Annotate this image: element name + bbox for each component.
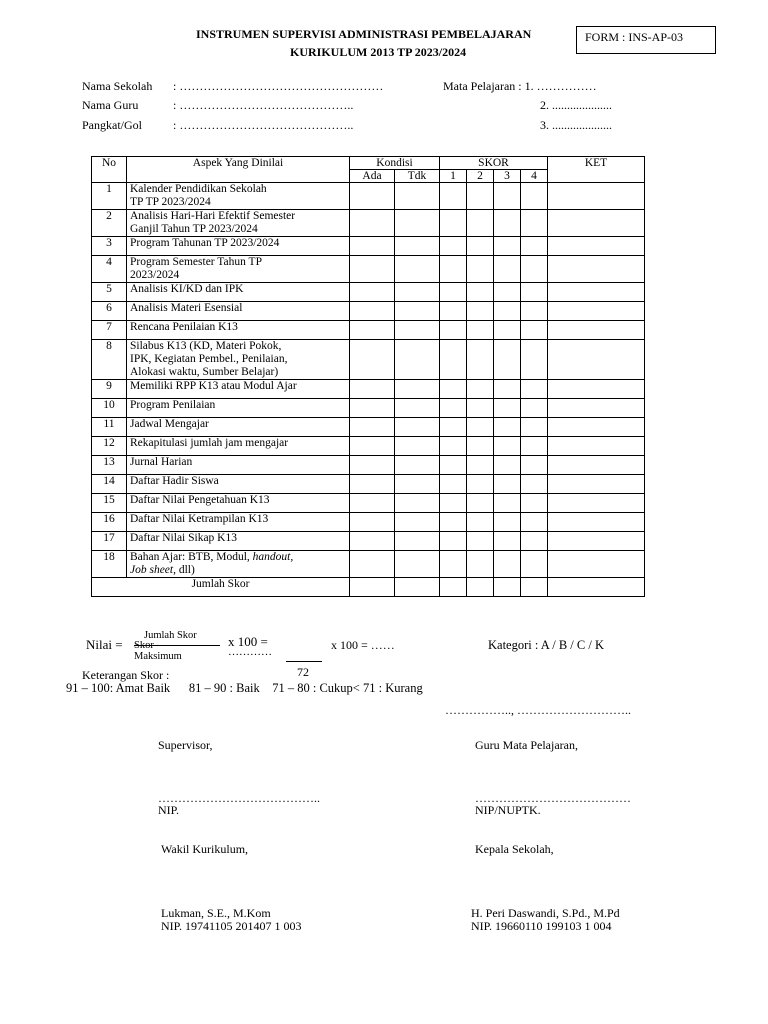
ada-cell[interactable]	[350, 513, 395, 532]
total-tdk-cell[interactable]	[395, 578, 440, 597]
ada-cell[interactable]	[350, 437, 395, 456]
header-no: No	[92, 157, 127, 183]
table-row	[92, 183, 645, 210]
aspect-cell: Silabus K13 (KD, Materi Pokok, IPK, Kegiatan Pembel., Penilaian, Alokasi waktu, Sumber Belajar)	[127, 340, 350, 380]
row-number: 4	[92, 256, 127, 283]
row-number: 11	[92, 418, 127, 437]
supervisor-signature-line: …………………………………..	[158, 791, 320, 805]
kepala-sekolah-label: Kepala Sekolah,	[475, 842, 554, 856]
table-row	[92, 321, 645, 340]
ada-cell[interactable]	[350, 183, 395, 210]
rank-label: Pangkat/Gol	[82, 118, 142, 132]
ket-cell[interactable]	[548, 494, 645, 513]
tdk-cell[interactable]	[395, 183, 440, 210]
score-2-cell[interactable]	[467, 475, 494, 494]
score-2-cell[interactable]	[467, 418, 494, 437]
score-3-cell[interactable]	[494, 399, 521, 418]
total-score-2-cell[interactable]	[467, 578, 494, 597]
formula-dots: …………	[228, 646, 272, 658]
score-2-cell[interactable]	[467, 183, 494, 210]
table-body	[92, 183, 645, 578]
table-row	[92, 302, 645, 321]
table-row	[92, 456, 645, 475]
score-3-cell[interactable]	[494, 283, 521, 302]
tdk-cell[interactable]	[395, 456, 440, 475]
ada-cell[interactable]	[350, 237, 395, 256]
subject-2-field: 2. ....................	[540, 98, 612, 112]
aspect-cell: Analisis Hari-Hari Efektif Semester Ganjil Tahun TP 2023/2024	[127, 210, 350, 237]
ket-cell[interactable]	[548, 418, 645, 437]
score-2-cell[interactable]	[467, 283, 494, 302]
ada-cell[interactable]	[350, 494, 395, 513]
ket-cell[interactable]	[548, 380, 645, 399]
ket-cell[interactable]	[548, 283, 645, 302]
aspect-cell: Kalender Pendidikan Sekolah TP TP 2023/2024	[127, 183, 350, 210]
score-4-cell[interactable]	[521, 183, 548, 210]
aspect-cell: Program Tahunan TP 2023/2024	[127, 237, 350, 256]
score-2-cell[interactable]	[467, 340, 494, 380]
ada-cell[interactable]	[350, 380, 395, 399]
wakil-nip: NIP. 19741105 201407 1 003	[161, 919, 302, 933]
supervisor-nip: NIP.	[158, 803, 180, 817]
score-4-cell[interactable]	[521, 513, 548, 532]
table-row	[92, 283, 645, 302]
category-options: Kategori : A / B / C / K	[488, 638, 604, 652]
aspect-cell: Daftar Nilai Ketrampilan K13	[127, 513, 350, 532]
total-ada-cell[interactable]	[350, 578, 395, 597]
header-score-1: 1	[440, 170, 467, 183]
score-3-cell[interactable]	[494, 418, 521, 437]
form-code-box: FORM : INS-AP-03	[576, 26, 716, 54]
tdk-cell[interactable]	[395, 532, 440, 551]
score-4-cell[interactable]	[521, 532, 548, 551]
score-4-cell[interactable]	[521, 210, 548, 237]
score-3-cell[interactable]	[494, 256, 521, 283]
row-number: 18	[92, 551, 127, 578]
score-3-cell[interactable]	[494, 437, 521, 456]
score-4-cell[interactable]	[521, 302, 548, 321]
place-date-field: …………….., ………………………..	[445, 703, 631, 717]
score-4-cell[interactable]	[521, 321, 548, 340]
score-2-cell[interactable]	[467, 494, 494, 513]
formula-times: x 100 =	[228, 634, 268, 649]
aspect-cell: Jurnal Harian	[127, 456, 350, 475]
ada-cell[interactable]	[350, 532, 395, 551]
score-4-cell[interactable]	[521, 237, 548, 256]
score-1-cell[interactable]	[440, 456, 467, 475]
score-3-cell[interactable]	[494, 551, 521, 578]
row-number: 17	[92, 532, 127, 551]
score-2-cell[interactable]	[467, 321, 494, 340]
ket-cell[interactable]	[548, 532, 645, 551]
ada-cell[interactable]	[350, 456, 395, 475]
tdk-cell[interactable]	[395, 494, 440, 513]
header-score-3: 3	[494, 170, 521, 183]
tdk-cell[interactable]	[395, 418, 440, 437]
total-ket-cell[interactable]	[548, 578, 645, 597]
ket-cell[interactable]	[548, 237, 645, 256]
score-1-cell[interactable]	[440, 494, 467, 513]
score-1-cell[interactable]	[440, 532, 467, 551]
ket-cell[interactable]	[548, 513, 645, 532]
aspect-cell: Program Semester Tahun TP 2023/2024	[127, 256, 350, 283]
ket-cell[interactable]	[548, 437, 645, 456]
row-number: 16	[92, 513, 127, 532]
ada-cell[interactable]	[350, 475, 395, 494]
score-3-cell[interactable]	[494, 321, 521, 340]
supervisor-label: Supervisor,	[158, 738, 213, 752]
teacher-label: Nama Guru	[82, 98, 139, 112]
table-row	[92, 532, 645, 551]
score-2-cell[interactable]	[467, 256, 494, 283]
teacher-signature-label: Guru Mata Pelajaran,	[475, 738, 578, 752]
score-3-cell[interactable]	[494, 237, 521, 256]
header-ada: Ada	[350, 170, 395, 183]
tdk-cell[interactable]	[395, 321, 440, 340]
tdk-cell[interactable]	[395, 437, 440, 456]
score-4-cell[interactable]	[521, 380, 548, 399]
score-3-cell[interactable]	[494, 210, 521, 237]
score-2-cell[interactable]	[467, 437, 494, 456]
header-condition: Kondisi	[350, 157, 440, 170]
ket-cell[interactable]	[548, 551, 645, 578]
kepala-name: H. Peri Daswandi, S.Pd., M.Pd	[471, 906, 620, 920]
score-3-cell[interactable]	[494, 475, 521, 494]
score-1-cell[interactable]	[440, 302, 467, 321]
score-4-cell[interactable]	[521, 399, 548, 418]
school-field: : ……………………………………………	[173, 79, 384, 93]
table-row	[92, 437, 645, 456]
ada-cell[interactable]	[350, 418, 395, 437]
table-row	[92, 494, 645, 513]
total-score-4-cell[interactable]	[521, 578, 548, 597]
score-4-cell[interactable]	[521, 418, 548, 437]
table-row	[92, 418, 645, 437]
formula-result: x 100 = ……	[331, 638, 395, 652]
score-4-cell[interactable]	[521, 475, 548, 494]
legend-ranges: 91 – 100: Amat Baik 81 – 90 : Baik 71 – 80 : Cukup< 71 : Kurang	[66, 681, 423, 695]
aspect-cell: Analisis KI/KD dan IPK	[127, 283, 350, 302]
table-row	[92, 475, 645, 494]
table-row	[92, 380, 645, 399]
score-2-cell[interactable]	[467, 551, 494, 578]
ket-cell[interactable]	[548, 183, 645, 210]
header-tdk: Tdk	[395, 170, 440, 183]
formula-label: Nilai =	[86, 637, 123, 652]
tdk-cell[interactable]	[395, 475, 440, 494]
score-4-cell[interactable]	[521, 551, 548, 578]
teacher-nip: NIP/NUPTK.	[475, 803, 541, 817]
score-2-cell[interactable]	[467, 210, 494, 237]
score-4-cell[interactable]	[521, 456, 548, 475]
score-1-cell[interactable]	[440, 380, 467, 399]
row-number: 9	[92, 380, 127, 399]
table-row	[92, 210, 645, 237]
table-row	[92, 399, 645, 418]
header-score-4: 4	[521, 170, 548, 183]
score-4-cell[interactable]	[521, 256, 548, 283]
score-3-cell[interactable]	[494, 302, 521, 321]
score-2-cell[interactable]	[467, 532, 494, 551]
wakil-name: Lukman, S.E., M.Kom	[161, 906, 271, 920]
row-number: 3	[92, 237, 127, 256]
score-1-cell[interactable]	[440, 256, 467, 283]
score-3-cell[interactable]	[494, 532, 521, 551]
formula-numerator: Jumlah Skor	[144, 630, 197, 641]
total-score-3-cell[interactable]	[494, 578, 521, 597]
table-row	[92, 551, 645, 578]
aspect-cell: Memiliki RPP K13 atau Modul Ajar	[127, 380, 350, 399]
score-1-cell[interactable]	[440, 210, 467, 237]
row-number: 7	[92, 321, 127, 340]
score-2-cell[interactable]	[467, 456, 494, 475]
aspect-cell: Daftar Nilai Pengetahuan K13	[127, 494, 350, 513]
row-number: 12	[92, 437, 127, 456]
teacher-signature-line: …………………………………	[475, 791, 631, 805]
row-number: 8	[92, 340, 127, 380]
subject-3-field: 3. ....................	[540, 118, 612, 132]
ada-cell[interactable]	[350, 340, 395, 380]
row-number: 13	[92, 456, 127, 475]
aspect-cell: Analisis Materi Esensial	[127, 302, 350, 321]
tdk-cell[interactable]	[395, 513, 440, 532]
header-score-2: 2	[467, 170, 494, 183]
aspect-cell: Program Penilaian	[127, 399, 350, 418]
aspect-cell: Rencana Penilaian K13	[127, 321, 350, 340]
table-row	[92, 340, 645, 380]
row-number: 5	[92, 283, 127, 302]
total-score-1-cell[interactable]	[440, 578, 467, 597]
row-number: 15	[92, 494, 127, 513]
ada-cell[interactable]	[350, 399, 395, 418]
row-number: 14	[92, 475, 127, 494]
score-1-cell[interactable]	[440, 321, 467, 340]
tdk-cell[interactable]	[395, 340, 440, 380]
row-number: 1	[92, 183, 127, 210]
ada-cell[interactable]	[350, 283, 395, 302]
tdk-cell[interactable]	[395, 210, 440, 237]
ket-cell[interactable]	[548, 456, 645, 475]
score-2-cell[interactable]	[467, 237, 494, 256]
table-row	[92, 513, 645, 532]
tdk-cell[interactable]	[395, 302, 440, 321]
score-4-cell[interactable]	[521, 283, 548, 302]
kepala-nip: NIP. 19660110 199103 1 004	[471, 919, 612, 933]
assessment-table	[91, 156, 645, 597]
subject-label: Mata Pelajaran : 1. ……………	[443, 79, 597, 93]
teacher-field: : ……………………………………..	[173, 98, 354, 112]
score-1-cell[interactable]	[440, 513, 467, 532]
document-title-line2: KURIKULUM 2013 TP 2023/2024	[290, 45, 467, 59]
school-label: Nama Sekolah	[82, 79, 153, 93]
aspect-cell: Bahan Ajar: BTB, Modul, handout, Job sheet, dll)	[127, 551, 350, 578]
tdk-cell[interactable]	[395, 237, 440, 256]
ket-cell[interactable]	[548, 475, 645, 494]
formula-denominator-2: Maksimum	[134, 651, 182, 662]
score-3-cell[interactable]	[494, 494, 521, 513]
ket-cell[interactable]	[548, 399, 645, 418]
score-3-cell[interactable]	[494, 456, 521, 475]
score-2-cell[interactable]	[467, 513, 494, 532]
ket-cell[interactable]	[548, 340, 645, 380]
ket-cell[interactable]	[548, 210, 645, 237]
header-aspect: Aspek Yang Dinilai	[127, 157, 350, 183]
formula-denominator-1: Skor	[134, 640, 154, 651]
score-2-cell[interactable]	[467, 399, 494, 418]
score-1-cell[interactable]	[440, 399, 467, 418]
tdk-cell[interactable]	[395, 551, 440, 578]
aspect-cell: Daftar Hadir Siswa	[127, 475, 350, 494]
wakil-kurikulum-label: Wakil Kurikulum,	[161, 842, 249, 856]
tdk-cell[interactable]	[395, 256, 440, 283]
row-number: 6	[92, 302, 127, 321]
ket-cell[interactable]	[548, 256, 645, 283]
header-score: SKOR	[440, 157, 548, 170]
header-ket: KET	[548, 157, 645, 183]
tdk-cell[interactable]	[395, 283, 440, 302]
document-title-line1: INSTRUMEN SUPERVISI ADMINISTRASI PEMBELAJARAN	[196, 27, 532, 41]
ada-cell[interactable]	[350, 302, 395, 321]
aspect-cell: Daftar Nilai Sikap K13	[127, 532, 350, 551]
ket-cell[interactable]	[548, 302, 645, 321]
table-row	[92, 237, 645, 256]
aspect-cell: Jadwal Mengajar	[127, 418, 350, 437]
row-number: 10	[92, 399, 127, 418]
total-score-label: Jumlah Skor	[92, 578, 350, 597]
result-fraction-bar	[286, 661, 322, 662]
score-1-cell[interactable]	[440, 237, 467, 256]
score-1-cell[interactable]	[440, 475, 467, 494]
tdk-cell[interactable]	[395, 380, 440, 399]
score-3-cell[interactable]	[494, 183, 521, 210]
score-3-cell[interactable]	[494, 340, 521, 380]
row-number: 2	[92, 210, 127, 237]
score-4-cell[interactable]	[521, 340, 548, 380]
tdk-cell[interactable]	[395, 399, 440, 418]
ada-cell[interactable]	[350, 210, 395, 237]
score-1-cell[interactable]	[440, 551, 467, 578]
score-4-cell[interactable]	[521, 494, 548, 513]
ket-cell[interactable]	[548, 321, 645, 340]
score-1-cell[interactable]	[440, 340, 467, 380]
aspect-cell: Rekapitulasi jumlah jam mengajar	[127, 437, 350, 456]
table-row	[92, 256, 645, 283]
score-4-cell[interactable]	[521, 437, 548, 456]
score-1-cell[interactable]	[440, 283, 467, 302]
score-1-cell[interactable]	[440, 418, 467, 437]
score-1-cell[interactable]	[440, 183, 467, 210]
rank-field: : ……………………………………..	[173, 118, 354, 132]
ada-cell[interactable]	[350, 321, 395, 340]
score-3-cell[interactable]	[494, 513, 521, 532]
score-2-cell[interactable]	[467, 380, 494, 399]
score-2-cell[interactable]	[467, 302, 494, 321]
ada-cell[interactable]	[350, 551, 395, 578]
score-3-cell[interactable]	[494, 380, 521, 399]
score-1-cell[interactable]	[440, 437, 467, 456]
legend-title: Keterangan Skor :	[82, 668, 170, 682]
formula-max-score: 72	[297, 665, 309, 679]
ada-cell[interactable]	[350, 256, 395, 283]
